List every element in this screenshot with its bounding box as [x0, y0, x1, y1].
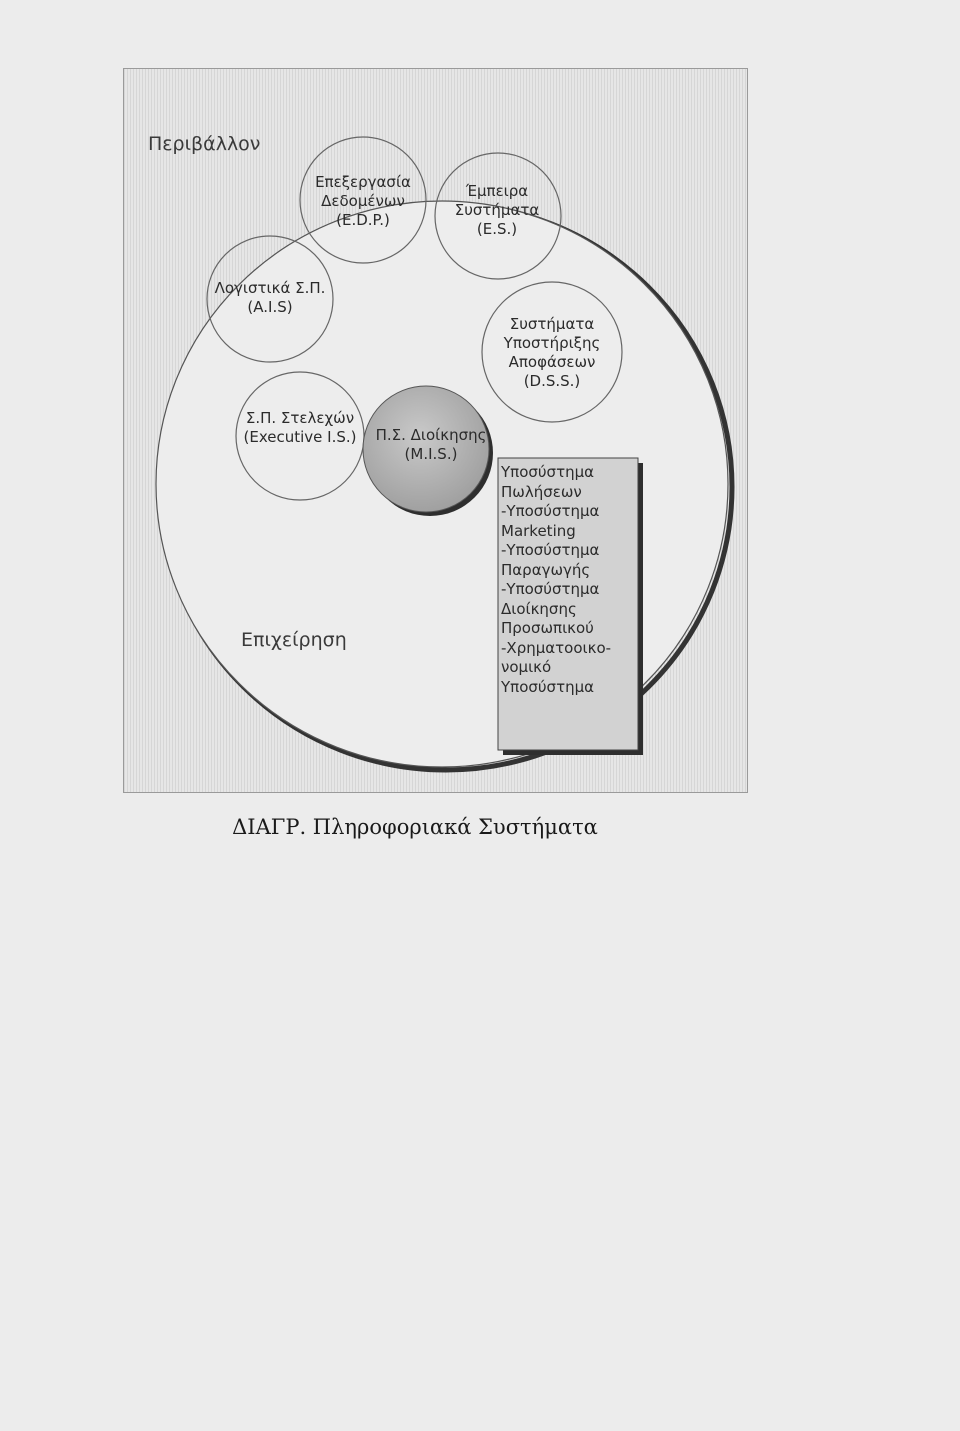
- edp-line: (E.D.P.): [336, 211, 390, 229]
- dss-label: [487, 315, 617, 391]
- subsystems-line: -Υποσύστημα: [501, 580, 600, 598]
- edp-line: Επεξεργασία: [315, 173, 411, 191]
- es-line: (E.S.): [476, 220, 518, 238]
- ais-line: (A.I.S): [247, 298, 293, 316]
- subsystems-line: -Υποσύστημα: [501, 502, 600, 520]
- dss-line: Αποφάσεων: [508, 353, 596, 371]
- diagram-figure: [123, 68, 748, 793]
- subsystems-line: νομικό: [501, 658, 552, 676]
- es-line: Συστήματα: [454, 201, 540, 219]
- dss-line: (D.S.S.): [523, 372, 581, 390]
- subsystems-line: Διοίκησης: [501, 599, 577, 618]
- subsystems-line: Προσωπικού: [501, 619, 594, 637]
- executive-line: Σ.Π. Στελεχών: [245, 409, 355, 427]
- subsystems-line: Παραγωγής: [501, 560, 591, 579]
- subsystems-line: Πωλήσεων: [501, 482, 582, 501]
- mis-label: [361, 426, 501, 464]
- subsystems-line: -Υποσύστημα: [501, 541, 600, 559]
- subsystems-line: -Χρηματοοικο-: [501, 638, 612, 657]
- executive-label: [230, 409, 370, 447]
- es-label: [437, 182, 557, 239]
- enterprise-label: Επιχείρηση: [241, 629, 347, 651]
- mis-line: Π.Σ. Διοίκησης: [375, 426, 487, 444]
- edp-label: [303, 173, 423, 230]
- ais-label: [200, 279, 340, 317]
- figure-caption: ΔΙΑΓΡ. Πληροφοριακά Συστήματα: [232, 815, 598, 839]
- subsystems-list: [501, 463, 633, 697]
- subsystems-line: Marketing: [501, 521, 576, 540]
- dss-line: Υποστήριξης: [503, 334, 601, 352]
- mis-line: (M.I.S.): [404, 445, 458, 463]
- edp-line: Δεδομένων: [321, 192, 405, 210]
- ais-line: Λογιστικά Σ.Π.: [214, 279, 326, 297]
- dss-line: Συστήματα: [509, 315, 595, 333]
- executive-line: (Executive I.S.): [243, 428, 357, 446]
- es-line: Έμπειρα: [465, 182, 529, 200]
- subsystems-line: Υποσύστημα: [501, 463, 595, 481]
- subsystems-line: Υποσύστημα: [501, 677, 595, 696]
- environment-label: Περιβάλλον: [148, 133, 261, 155]
